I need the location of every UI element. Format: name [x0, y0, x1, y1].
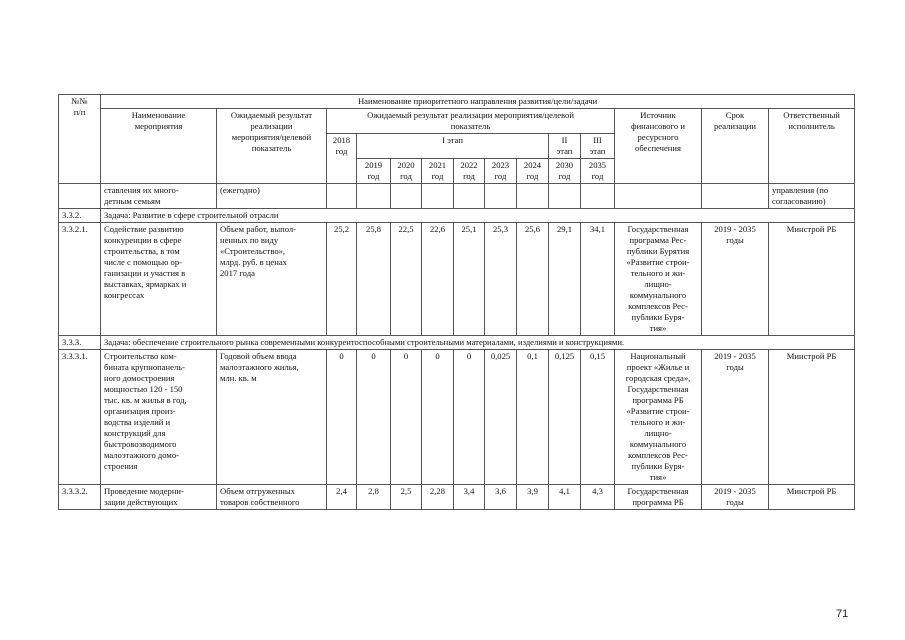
year-header: 2022 год	[454, 159, 485, 184]
year-header: 2019 год	[357, 159, 391, 184]
value-cell: 0	[327, 350, 357, 485]
continuation-result: (ежегодно)	[217, 184, 327, 209]
section-row-332	[59, 209, 855, 223]
value-cell: 25,3	[485, 223, 517, 336]
value-cell: 4,3	[581, 485, 615, 510]
value-cell: 2,8	[357, 485, 391, 510]
section-number: 3.3.2.	[59, 209, 101, 223]
event-name-header: Наименование мероприятия	[101, 109, 217, 184]
priority-header: Наименование приоритетного направления развития/цели/задачи	[101, 95, 855, 109]
term-header: Срок реализации	[702, 109, 769, 184]
year-header: 2021 год	[422, 159, 454, 184]
value-cell: 0	[357, 350, 391, 485]
document-page	[58, 94, 854, 510]
expected-result: Объем отгруженных товаров собственного	[217, 485, 327, 510]
responsible-header: Ответственный исполнитель	[769, 109, 855, 184]
implementation-term: 2019 - 2035 годы	[702, 350, 769, 485]
value-cell: 0	[422, 350, 454, 485]
source-header: Источник финансового и ресурсного обеспечения	[615, 109, 702, 184]
year-header: 2023 год	[485, 159, 517, 184]
value-cell: 4,1	[549, 485, 581, 510]
value-cell: 0,025	[485, 350, 517, 485]
value-cell: 34,1	[581, 223, 615, 336]
value-cell: 0,15	[581, 350, 615, 485]
num-header: №№ п/п	[59, 95, 101, 184]
page-number: 71	[836, 608, 849, 620]
value-cell: 25,2	[327, 223, 357, 336]
section-row-333	[59, 336, 855, 350]
expected-result: Объем работ, выпол- ненных по виду «Строительство», млрд. руб. в ценах 2017 года	[217, 223, 327, 336]
row-number: 3.3.3.2.	[59, 485, 101, 510]
section-title: Задача: Развитие в сфере строительной отрасли	[101, 209, 855, 223]
expected-values-header: Ожидаемый результат реализации мероприятия/целевой показатель	[327, 109, 615, 134]
value-cell: 25,8	[357, 223, 391, 336]
continuation-row	[59, 184, 855, 209]
table-row-3331	[59, 350, 855, 485]
row-number: 3.3.2.1.	[59, 223, 101, 336]
implementation-term: 2019 - 2035 годы	[702, 223, 769, 336]
table-row-3321	[59, 223, 855, 336]
funding-source: Государственная программа РБ	[615, 485, 702, 510]
event-name: Строительство ком- бината крупнопанель- ного домостроения мощностью 120 - 150 тыс. кв. м жилья в год, организация произ- водства изделий и конструкций для быстровозводимого малоэтажного домо- строения	[101, 350, 217, 485]
value-cell: 2,28	[422, 485, 454, 510]
value-cell: 22,5	[391, 223, 422, 336]
value-cell: 22,6	[422, 223, 454, 336]
value-cell: 0	[391, 350, 422, 485]
value-cell: 2,4	[327, 485, 357, 510]
year-2018-header: 2018 год	[327, 134, 357, 184]
stage2-header: II этап	[549, 134, 581, 159]
value-cell: 3,9	[517, 485, 549, 510]
implementation-term: 2019 - 2035 годы	[702, 485, 769, 510]
value-cell: 25,1	[454, 223, 485, 336]
value-cell: 0,125	[549, 350, 581, 485]
value-cell: 25,6	[517, 223, 549, 336]
value-cell: 0,1	[517, 350, 549, 485]
section-title: Задача: обеспечение строительного рынка современными конкурентоспособными строительными материалами, изделиями и конструкциями.	[101, 336, 855, 350]
value-cell: 0	[454, 350, 485, 485]
funding-source: Государственная программа Рес- публики Бурятия «Развитие строи- тельного и жи- лищно- коммунального комплексов Рес- публики Буря- тия»	[615, 223, 702, 336]
year-header: 2024 год	[517, 159, 549, 184]
responsible-executor: Минстрой РБ	[769, 485, 855, 510]
expected-result: Годовой объем ввода малоэтажного жилья, млн. кв. м	[217, 350, 327, 485]
year-header: 2020 год	[391, 159, 422, 184]
section-number: 3.3.3.	[59, 336, 101, 350]
table-row-3332	[59, 485, 855, 510]
responsible-executor: Минстрой РБ	[769, 223, 855, 336]
row-number: 3.3.3.1.	[59, 350, 101, 485]
value-cell: 2,5	[391, 485, 422, 510]
program-table	[58, 94, 855, 510]
event-name: Проведение модерни- зации действующих	[101, 485, 217, 510]
year-header: 2030 год	[549, 159, 581, 184]
responsible-executor: Минстрой РБ	[769, 350, 855, 485]
continuation-event: ставления их много- детным семьям	[101, 184, 217, 209]
expected-result-header: Ожидаемый результат реализации мероприятия/целевой показатель	[217, 109, 327, 184]
event-name: Содействие развитию конкуренции в сфере строительства, в том числе с помощью ор- ганизации и участия в выставках, ярмарках и конгрессах	[101, 223, 217, 336]
header-row-1	[59, 95, 855, 109]
continuation-responsible: управления (по согласованию)	[769, 184, 855, 209]
stage3-header: III этап	[581, 134, 615, 159]
stage1-header: I этап	[357, 134, 549, 159]
year-header: 2035 год	[581, 159, 615, 184]
value-cell: 3,4	[454, 485, 485, 510]
value-cell: 29,1	[549, 223, 581, 336]
value-cell: 3,6	[485, 485, 517, 510]
header-row-2	[59, 109, 855, 134]
funding-source: Национальный проект «Жилье и городская среда», Государственная программа РБ «Развитие строи- тельного и жи- лищно- коммунального комплексов Рес- публики Буря- тия»	[615, 350, 702, 485]
